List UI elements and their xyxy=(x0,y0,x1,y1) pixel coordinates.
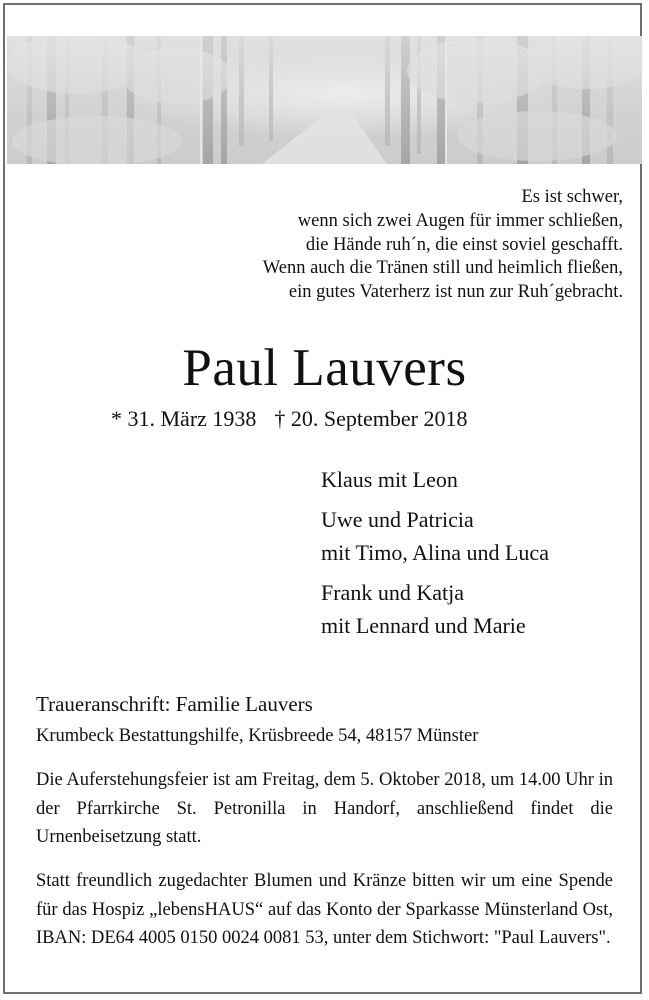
verse-line: wenn sich zwei Augen für immer schließen, xyxy=(297,210,623,231)
mourning-address-line: Krumbeck Bestattungshilfe, Krüsbreede 54, 48157 Münster xyxy=(36,726,479,746)
verse-line: Es ist schwer, xyxy=(521,187,623,207)
mourners-list xyxy=(321,463,621,649)
death-date: † 20. September 2018 xyxy=(274,406,468,431)
verse-line: ein gutes Vaterherz ist nun zur Ruh´gebracht. xyxy=(288,282,623,303)
mourner-group xyxy=(321,503,621,569)
misty-forest-picture xyxy=(7,36,642,164)
birth-date: * 31. März 1938 xyxy=(111,406,257,431)
mourner-line: mit Timo, Alina und Luca xyxy=(321,540,549,565)
life-dates xyxy=(111,405,541,433)
mourner-line: Uwe und Patricia xyxy=(321,507,474,532)
mourner-line: Frank und Katja xyxy=(321,580,464,605)
mourner-group xyxy=(321,576,621,642)
poem-verse xyxy=(153,186,623,305)
donation-paragraph: Statt freundlich zugedachter Blumen und Kränze bitten wir um eine Spende für das Hospiz „lebensHAUS“ auf das Konto der Sparkasse Münsterland Ost, IBAN: DE64 4005 0150 0024 0081 53, unter dem Stichwort: "Paul Lauvers". xyxy=(36,871,613,948)
deceased-name: Paul Lauvers xyxy=(182,339,467,397)
mourning-address-title: Traueranschrift: Familie Lauvers xyxy=(36,692,313,716)
verse-line: Wenn auch die Tränen still und heimlich fließen, xyxy=(262,258,623,279)
forest-header-image xyxy=(7,36,642,164)
mourner-line: mit Lennard und Marie xyxy=(321,613,526,638)
mourner-group xyxy=(321,463,621,496)
mourner-line: Klaus mit Leon xyxy=(321,467,458,492)
ceremony-paragraph: Die Auferstehungsfeier ist am Freitag, dem 5. Oktober 2018, um 14.00 Uhr in der Pfarrkirche St. Petronilla in Handorf, anschließend findet die Urnenbeisetzung statt. xyxy=(36,770,613,847)
verse-line: die Hände ruh´n, die einst soviel geschafft. xyxy=(305,234,623,255)
